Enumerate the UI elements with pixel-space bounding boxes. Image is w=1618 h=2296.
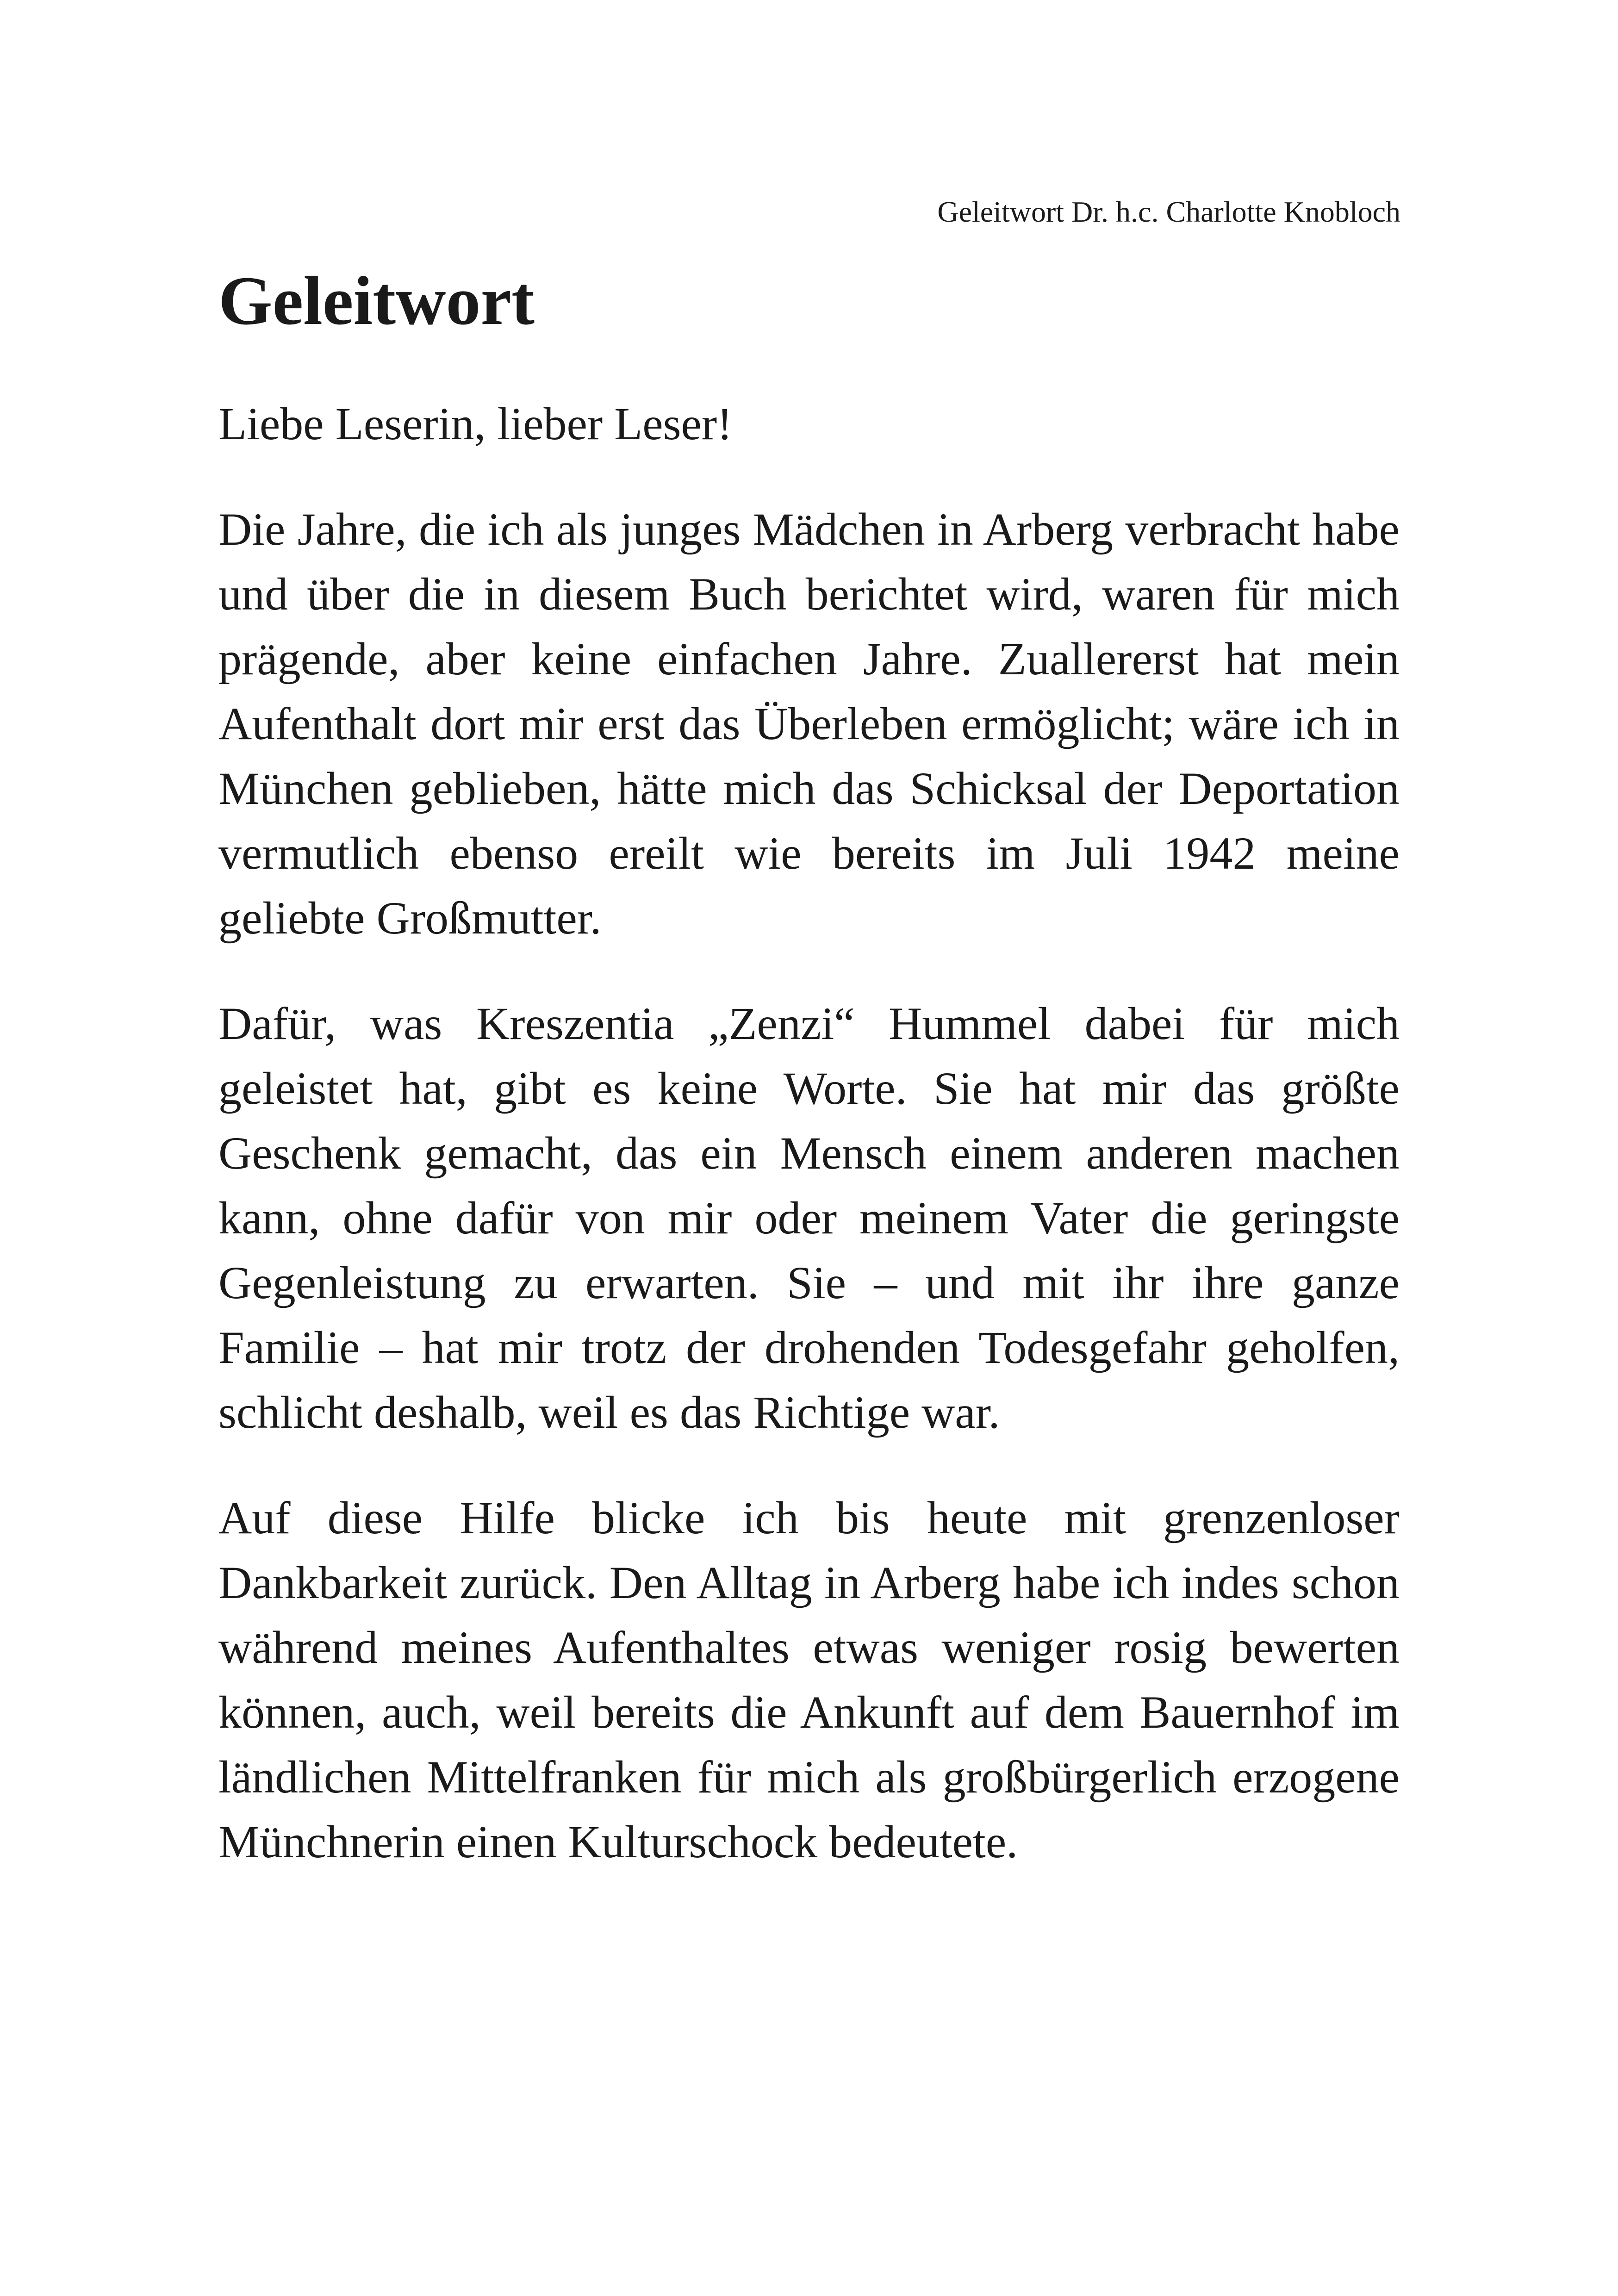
salutation: Liebe Leserin, lieber Leser! [218,398,733,449]
running-head: Geleitwort Dr. h.c. Charlotte Knobloch [937,195,1400,228]
paragraph: Dafür, was Kreszentia „Zenzi“ Hummel dabei für mich geleistet hat, gibt es keine Worte. Sie hat mir das größte Geschenk gemacht, das ein Mensch einem anderen machen kann, ohne dafür von mir oder meinem Vater die geringste Gegenleistung zu erwarten. Sie – und mit ihr ihre ganze Familie – hat mir trotz der drohenden Todesgefahr geholfen, schlicht deshalb, weil es das Richtige war. [218,998,1400,1438]
page-content [218,259,1400,1874]
paragraph: Auf diese Hilfe blicke ich bis heute mit grenzenloser Dankbarkeit zurück. Den Alltag in Arberg habe ich indes schon während meines Aufenthaltes etwas weniger rosig bewerten können, auch, weil bereits die Ankunft auf dem Bauernhof im ländlichen Mittelfranken für mich als großbürgerlich erzogene Münchnerin einen Kulturschock bedeutete. [218,1492,1400,1867]
page-title: Geleitwort [218,262,535,339]
paragraph: Die Jahre, die ich als junges Mädchen in Arberg verbracht habe und über die in diesem Buch berichtet wird, waren für mich prägende, aber keine einfachen Jahre. Zuallererst hat mein Aufenthalt dort mir erst das Überleben ermöglicht; wäre ich in München geblieben, hätte mich das Schicksal der Deportation vermutlich ebenso ereilt wie bereits im Juli 1942 meine geliebte Großmutter. [218,504,1400,944]
